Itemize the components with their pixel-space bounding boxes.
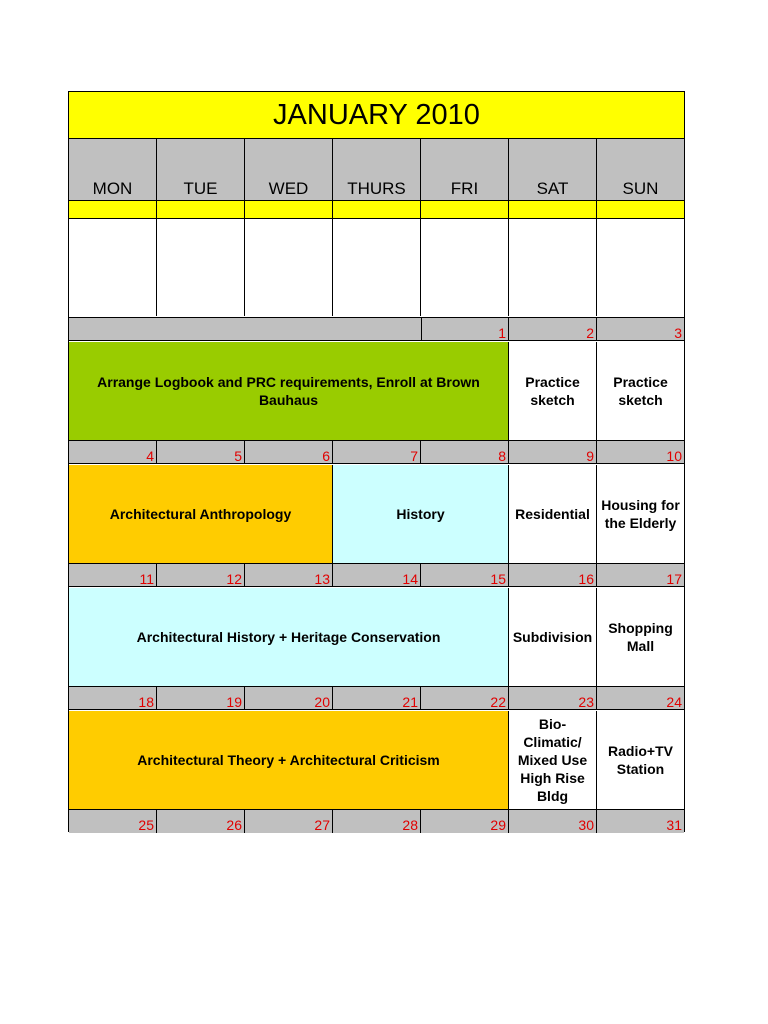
event-history-heritage: Architectural History + Heritage Conservation — [69, 588, 509, 686]
date-number: 26 — [157, 809, 245, 833]
event-theory-criticism: Architectural Theory + Architectural Criticism — [69, 711, 509, 809]
event-residential: Residential — [509, 465, 597, 563]
event-architectural-anthropology: Architectural Anthropology — [69, 465, 333, 563]
header-strip — [421, 200, 509, 219]
date-number: 8 — [421, 440, 509, 464]
date-number: 15 — [421, 563, 509, 587]
date-number: 19 — [157, 686, 245, 710]
day-header-wed: WED — [245, 139, 333, 200]
date-number: 25 — [69, 809, 157, 833]
date-number: 17 — [666, 571, 682, 587]
date-number: 9 — [509, 440, 597, 464]
date-number: 10 — [666, 448, 682, 464]
date-number: 21 — [333, 686, 421, 710]
blank-cell — [157, 219, 245, 316]
day-header-fri: FRI — [421, 139, 509, 200]
date-number: 20 — [245, 686, 333, 710]
event-practice-sketch-sun: Practice sketch — [597, 342, 684, 440]
date-number: 18 — [69, 686, 157, 710]
event-bio-climatic: Bio-Climatic/ Mixed Use High Rise Bldg — [509, 711, 597, 809]
header-strip — [333, 200, 421, 219]
day-header-tue: TUE — [157, 139, 245, 200]
date-number: 14 — [333, 563, 421, 587]
date-number: 1 — [421, 317, 509, 341]
date-number: 16 — [509, 563, 597, 587]
header-strip — [69, 200, 157, 219]
date-number: 7 — [333, 440, 421, 464]
date-number: 11 — [69, 563, 157, 587]
calendar — [68, 91, 685, 832]
header-strip — [509, 200, 597, 219]
blank-cell — [333, 219, 421, 316]
blank-cell — [421, 219, 509, 316]
event-logbook-prc: Arrange Logbook and PRC requirements, Enroll at Brown Bauhaus — [69, 342, 509, 440]
event-practice-sketch-sat: Practice sketch — [509, 342, 597, 440]
date-number: 29 — [421, 809, 509, 833]
day-header-thurs: THURS — [333, 139, 421, 200]
day-header-sun: SUN — [597, 139, 684, 200]
date-number: 2 — [509, 317, 597, 341]
day-header-sat: SAT — [509, 139, 597, 200]
date-number: 31 — [666, 817, 682, 833]
event-housing-elderly: Housing for the Elderly — [597, 465, 684, 563]
date-number: 30 — [509, 809, 597, 833]
blank-cell — [69, 219, 157, 316]
event-history: History — [333, 465, 509, 563]
date-number: 23 — [509, 686, 597, 710]
header-strip — [597, 200, 684, 219]
date-number: 22 — [421, 686, 509, 710]
date-number: 5 — [157, 440, 245, 464]
event-subdivision: Subdivision — [509, 588, 597, 686]
date-number: 24 — [666, 694, 682, 710]
date-number: 13 — [245, 563, 333, 587]
date-number: 27 — [245, 809, 333, 833]
day-header-mon: MON — [69, 139, 157, 200]
calendar-title: JANUARY 2010 — [69, 92, 684, 139]
event-shopping-mall: Shopping Mall — [597, 588, 684, 686]
date-number: 12 — [157, 563, 245, 587]
header-strip — [157, 200, 245, 219]
date-number: 28 — [333, 809, 421, 833]
date-number: 4 — [69, 440, 157, 464]
header-strip — [245, 200, 333, 219]
blank-cell — [245, 219, 333, 316]
event-radio-tv: Radio+TV Station — [597, 711, 684, 809]
date-number: 3 — [674, 325, 682, 341]
blank-cell — [509, 219, 597, 316]
date-number: 6 — [245, 440, 333, 464]
blank-cell — [597, 219, 684, 316]
